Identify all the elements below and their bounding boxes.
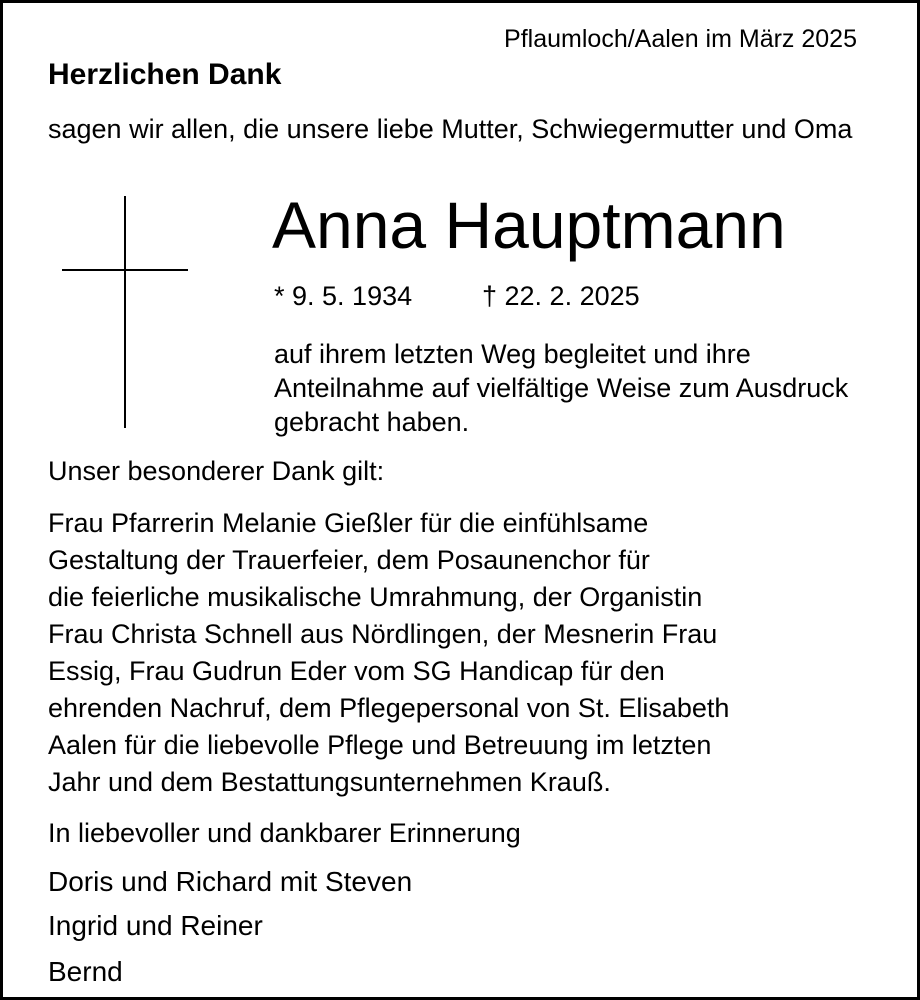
birth-date: * 9. 5. 1934 bbox=[274, 281, 413, 311]
signature-line: Ingrid und Reiner bbox=[48, 910, 263, 941]
signature-line: Bernd bbox=[48, 956, 123, 987]
signature-line: Doris und Richard mit Steven bbox=[48, 866, 413, 897]
thanks-line: Gestaltung der Trauerfeier, dem Posaunenchor für bbox=[48, 545, 650, 575]
thanks-line: die feierliche musikalische Umrahmung, der Organistin bbox=[48, 582, 703, 612]
notice-title: Herzlichen Dank bbox=[48, 58, 282, 91]
thanks-line: Frau Christa Schnell aus Nördlingen, der Mesnerin Frau bbox=[48, 619, 718, 649]
place-date: Pflaumloch/Aalen im März 2025 bbox=[504, 25, 857, 53]
special-thanks-label: Unser besonderer Dank gilt: bbox=[48, 456, 385, 486]
special-thanks-body bbox=[48, 505, 898, 801]
thanks-line: Frau Pfarrerin Melanie Gießler für die einfühlsame bbox=[48, 508, 649, 538]
thanks-line: Essig, Frau Gudrun Eder vom SG Handicap für den bbox=[48, 656, 665, 686]
intro-text: sagen wir allen, die unsere liebe Mutter, Schwiegermutter und Oma bbox=[48, 114, 853, 144]
thanks-line: Aalen für die liebevolle Pflege und Betreuung im letzten bbox=[48, 730, 712, 760]
cross-icon bbox=[60, 196, 190, 428]
thanks-line: Jahr und dem Bestattungsunternehmen Krauß. bbox=[48, 767, 611, 797]
thanks-line: ehrenden Nachruf, dem Pflegepersonal von St. Elisabeth bbox=[48, 693, 730, 723]
deceased-name: Anna Hauptmann bbox=[272, 188, 786, 262]
accompaniment-text: auf ihrem letzten Weg begleitet und ihre Anteilnahme auf vielfältige Weise zum Ausdruck gebracht haben. bbox=[274, 339, 849, 437]
closing-text: In liebevoller und dankbarer Erinnerung bbox=[48, 818, 521, 848]
death-date: † 22. 2. 2025 bbox=[482, 281, 640, 311]
